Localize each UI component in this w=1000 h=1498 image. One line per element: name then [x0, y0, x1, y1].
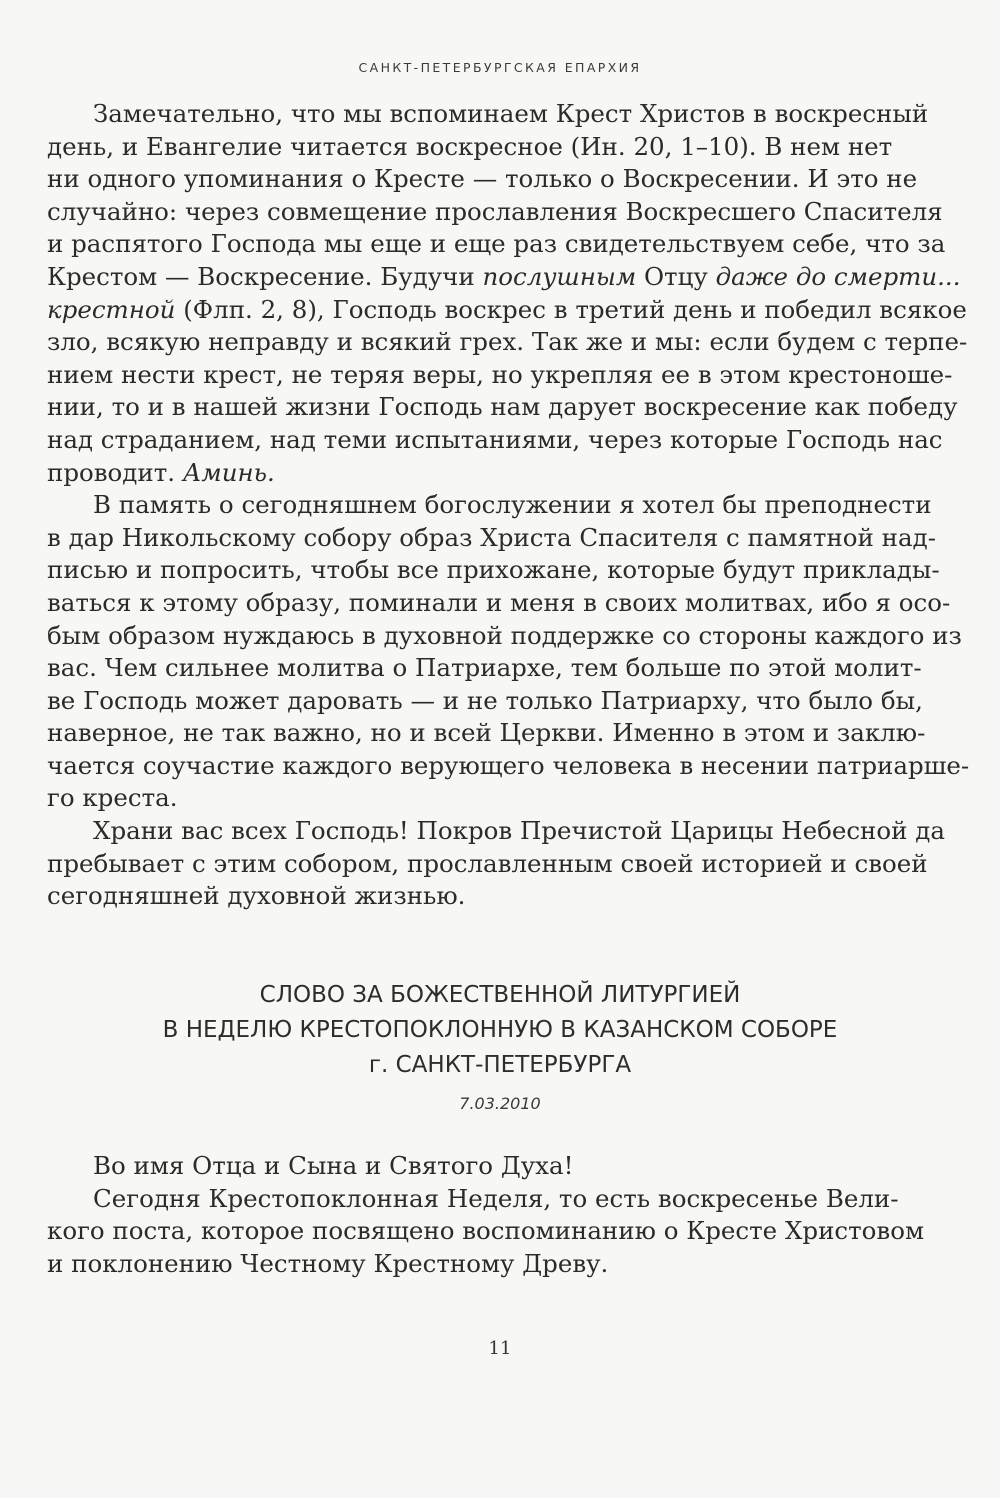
text-line: ни одного упоминания о Кресте — только о Воскресении. И это не: [47, 164, 918, 194]
running-head: САНКТ-ПЕТЕРБУРГСКАЯ ЕПАРХИЯ: [358, 60, 642, 75]
text-line: день, и Евангелие читается воскресное (Ин. 20, 1–10). В нем нет: [47, 131, 893, 161]
text-line: вас. Чем сильнее молитва о Патриархе, тем больше по этой молит-: [47, 653, 922, 683]
section-title-line: В НЕДЕЛЮ КРЕСТОПОКЛОННУЮ В КАЗАНСКОМ СОБОРЕ: [162, 1017, 838, 1043]
text-line: [47, 294, 967, 327]
text-line: ваться к этому образу, поминали и меня в своих молитвах, ибо я осо-: [47, 587, 951, 617]
text-line: [47, 457, 853, 490]
section-title: [0, 978, 1000, 1083]
text-line: и поклонению Честному Крестному Древу.: [47, 1248, 609, 1278]
text-line: Замечательно, что мы вспоминаем Крест Христов в воскресный: [93, 99, 929, 128]
text-line: пребывает с этим собором, прославленным своей историей и своей: [47, 848, 928, 878]
text-line: в дар Никольскому собору образ Христа Спасителя с памятной над-: [47, 522, 936, 552]
text-line: и распятого Господа мы еще и еще раз свидетельствуем себе, что за: [47, 229, 946, 259]
text-run: проводит.: [47, 457, 176, 487]
text-line: кого поста, которое посвящено воспоминанию о Кресте Христовом: [47, 1216, 925, 1246]
text-line: го креста.: [47, 783, 178, 813]
text-run: (Флп. 2, 8), Господь воскрес в третий день и победил всякое: [183, 294, 967, 324]
text-line: [47, 261, 961, 294]
text-line: Храни вас всех Господь! Покров Пречистой Царицы Небесной да: [93, 816, 945, 846]
text-line: над страданием, над теми испытаниями, через которые Господь нас: [47, 424, 943, 454]
text-line: чается соучастие каждого верующего человека в несении патриарше-: [47, 750, 970, 780]
text-run: Отцу: [643, 261, 708, 291]
text-line: наверное, не так важно, но и всей Церкви. Именно в этом и заклю-: [47, 718, 926, 748]
text-line: случайно: через совмещение прославления Воскресшего Спасителя: [47, 196, 943, 226]
text-run: Крестом — Воскресение. Будучи: [47, 261, 475, 291]
text-line: писью и попросить, чтобы все прихожане, которые будут приклады-: [47, 555, 940, 585]
text-line: зло, всякую неправду и всякий грех. Так же и мы: если будем с терпе-: [47, 327, 968, 357]
text-line: Во имя Отца и Сына и Святого Духа!: [93, 1151, 574, 1180]
page-number: 11: [488, 1338, 512, 1359]
italic-run: крестной: [47, 294, 176, 324]
italic-run: даже до смерти...: [715, 261, 961, 291]
text-line: нием нести крест, не теряя веры, но укрепляя ее в этом крестоноше-: [47, 359, 953, 389]
italic-run: Аминь.: [182, 457, 275, 487]
section-body-text: [47, 1150, 925, 1280]
italic-run: послушным: [482, 261, 637, 291]
section-date: 7.03.2010: [459, 1094, 541, 1113]
text-line: нии, то и в нашей жизни Господь нам дарует воскресение как победу: [47, 392, 958, 422]
text-line: ве Господь может даровать — и не только Патриарху, что было бы,: [47, 685, 923, 715]
section-title-line: СЛОВО ЗА БОЖЕСТВЕННОЙ ЛИТУРГИЕЙ: [259, 982, 741, 1008]
text-line: Сегодня Крестопоклонная Неделя, то есть воскресенье Вели-: [93, 1183, 899, 1213]
body-text: [47, 98, 970, 913]
section-title-line: г. САНКТ-ПЕТЕРБУРГА: [368, 1052, 632, 1078]
text-line: сегодняшней духовной жизнью.: [47, 881, 466, 911]
text-line: бым образом нуждаюсь в духовной поддержке со стороны каждого из: [47, 620, 962, 650]
text-line: В память о сегодняшнем богослужении я хотел бы преподнести: [93, 490, 932, 520]
